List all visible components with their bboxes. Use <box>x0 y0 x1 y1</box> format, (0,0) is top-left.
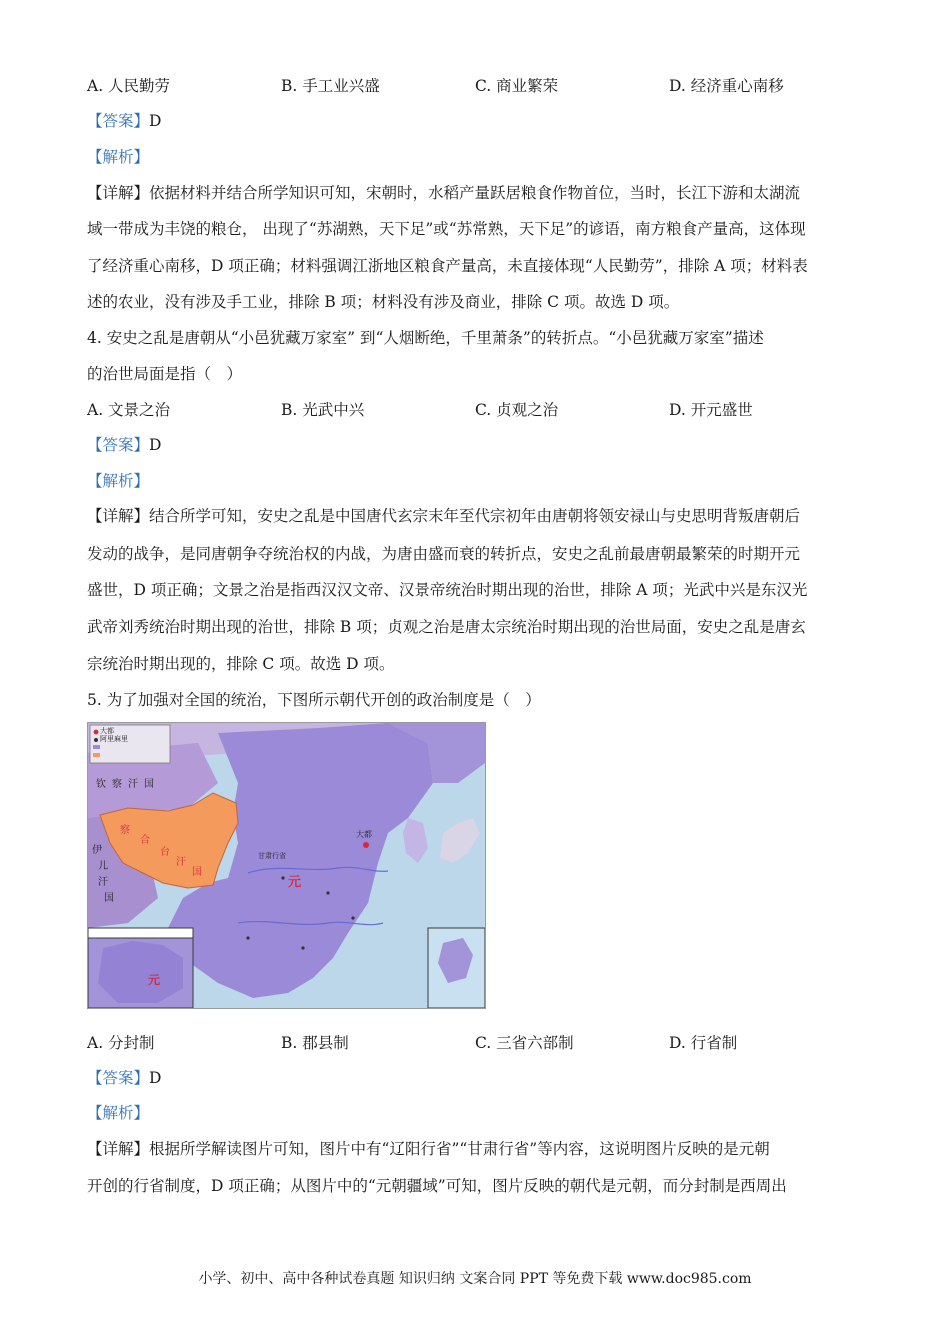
q5-detail-line: 开创的行省制度，D 项正确；从图片中的“元朝疆域”可知，图片反映的朝代是元朝，而分封制是西周出 <box>87 1177 787 1195</box>
q4-detail-line: 发动的战争，是同唐朝争夺统治权的内战，为唐由盛而衰的转折点，安史之乱前最唐朝最繁荣的时期开元 <box>87 545 801 563</box>
q3-detail-line: 了经济重心南移，D 项正确；材料强调江浙地区粮食产量高，未直接体现“人民勤劳”，排除 A 项；材料表 <box>87 257 808 275</box>
q5-option-b: B. 郡县制 <box>281 1034 349 1052</box>
answer-value: D <box>149 1069 162 1087</box>
q3-detail-line <box>87 183 800 203</box>
analysis-tag: 【解析】 <box>87 472 150 490</box>
q3-option-c: C. 商业繁荣 <box>475 77 559 95</box>
q4-detail-line: 武帝刘秀统治时期出现的治世，排除 B 项；贞观之治是唐太宗统治时期出现的治世局面，安史之乱是唐玄 <box>87 618 806 636</box>
chagatai-label: 合 <box>140 835 150 846</box>
answer-tag: 【答案】 <box>87 436 150 454</box>
q3-detail-line: 域一带成为丰饶的粮仓， 出现了“苏湖熟，天下足”或“苏常熟，天下足”的谚语，南方粮食产量高，这体现 <box>87 220 806 238</box>
detail-tag: 【详解】 <box>87 1140 150 1158</box>
chagatai-label: 台 <box>160 847 170 858</box>
q4-option-c: C. 贞观之治 <box>475 401 559 419</box>
ilkhanate-label: 伊 <box>92 845 102 856</box>
analysis-tag: 【解析】 <box>87 1104 150 1122</box>
answer-value: D <box>149 112 162 130</box>
q5-option-c: C. 三省六部制 <box>475 1034 574 1052</box>
q3-option-a: A. 人民勤劳 <box>87 77 171 95</box>
q4-detail-line: 盛世，D 项正确；文景之治是指西汉汉文帝、汉景帝统治时期出现的治世，排除 A 项；光武中兴是东汉光 <box>87 581 808 599</box>
q3-analysis <box>87 147 149 167</box>
q5-analysis <box>87 1103 149 1123</box>
ilkhanate-label: 儿 <box>98 861 108 872</box>
q4-option-a: A. 文景之治 <box>87 401 171 419</box>
ilkhanate-label: 国 <box>104 893 114 904</box>
map-graphic <box>88 723 485 1008</box>
q4-stem-line: 的治世局面是指（ ） <box>87 365 243 383</box>
inset-territory <box>98 941 183 1003</box>
city-dot <box>281 876 284 879</box>
detail-text: 依据材料并结合所学知识可知，宋朝时，水稻产量跃居粮食作物首位，当时，长江下游和太湖流 <box>149 184 801 202</box>
chagatai-label: 察 <box>120 825 130 836</box>
city-dot <box>351 916 354 919</box>
q5-detail-line <box>87 1139 770 1159</box>
chagatai-label: 汗 <box>176 857 186 868</box>
legend-swatch <box>93 745 100 749</box>
legend-capital-label: 大都 <box>100 727 114 735</box>
yuan-label: 元 <box>288 875 302 890</box>
chagatai-label: 国 <box>192 867 202 878</box>
q4-option-b: B. 光武中兴 <box>281 401 365 419</box>
q3-detail-line: 述的农业，没有涉及手工业，排除 B 项；材料没有涉及商业，排除 C 项。故选 D 项。 <box>87 293 680 311</box>
ilkhanate-label: 汗 <box>98 877 108 888</box>
answer-tag: 【答案】 <box>87 112 150 130</box>
q3-answer <box>87 111 161 131</box>
page-footer: 小学、初中、高中各种试卷真题 知识归纳 文案合同 PPT 等免费下载 www.doc985.com <box>198 1271 752 1287</box>
legend-swatch <box>93 753 100 757</box>
q5-option-d: D. 行省制 <box>669 1034 738 1052</box>
inset-yuan-label: 元 <box>148 973 161 987</box>
q4-analysis <box>87 471 149 491</box>
khan-capital-symbol <box>94 738 98 742</box>
city-dot <box>301 946 304 949</box>
answer-tag: 【答案】 <box>87 1069 150 1087</box>
city-dot <box>246 936 249 939</box>
yuan-dynasty-map <box>87 722 486 1009</box>
q4-detail-line <box>87 506 800 526</box>
q3-option-b: B. 手工业兴盛 <box>281 77 380 95</box>
kipchak-khanate-label: 钦察汗国 <box>96 779 160 790</box>
city-dot <box>326 891 329 894</box>
q4-answer <box>87 435 161 455</box>
q3-option-d: D. 经济重心南移 <box>669 77 784 95</box>
dadu-label: 大都 <box>356 830 372 839</box>
gansu-province-label: 甘肃行省 <box>258 852 286 860</box>
analysis-tag: 【解析】 <box>87 148 150 166</box>
detail-text: 结合所学可知，安史之乱是中国唐代玄宗末年至代宗初年由唐朝将领安禄山与史思明背叛唐朝后 <box>149 507 801 525</box>
capital-symbol <box>94 730 99 735</box>
q4-stem-line: 4. 安史之乱是唐朝从“小邑犹藏万家室” 到“人烟断绝，千里萧条”的转折点。“小邑犹藏万家室”描述 <box>87 329 764 347</box>
detail-tag: 【详解】 <box>87 507 150 525</box>
dadu-marker <box>363 842 369 848</box>
detail-text: 根据所学解读图片可知，图片中有“辽阳行省”“甘肃行省”等内容，这说明图片反映的是元朝 <box>149 1140 770 1158</box>
q4-option-d: D. 开元盛世 <box>669 401 753 419</box>
answer-value: D <box>149 436 162 454</box>
detail-tag: 【详解】 <box>87 184 150 202</box>
legend-khan-capital-label: 阿里麻里 <box>100 735 128 743</box>
inset-title-bar <box>88 928 193 938</box>
q5-stem: 5. 为了加强对全国的统治，下图所示朝代开创的政治制度是（ ） <box>87 691 541 709</box>
q5-option-a: A. 分封制 <box>87 1034 155 1052</box>
q4-detail-line: 宗统治时期出现的，排除 C 项。故选 D 项。 <box>87 655 395 673</box>
q5-answer <box>87 1068 161 1088</box>
